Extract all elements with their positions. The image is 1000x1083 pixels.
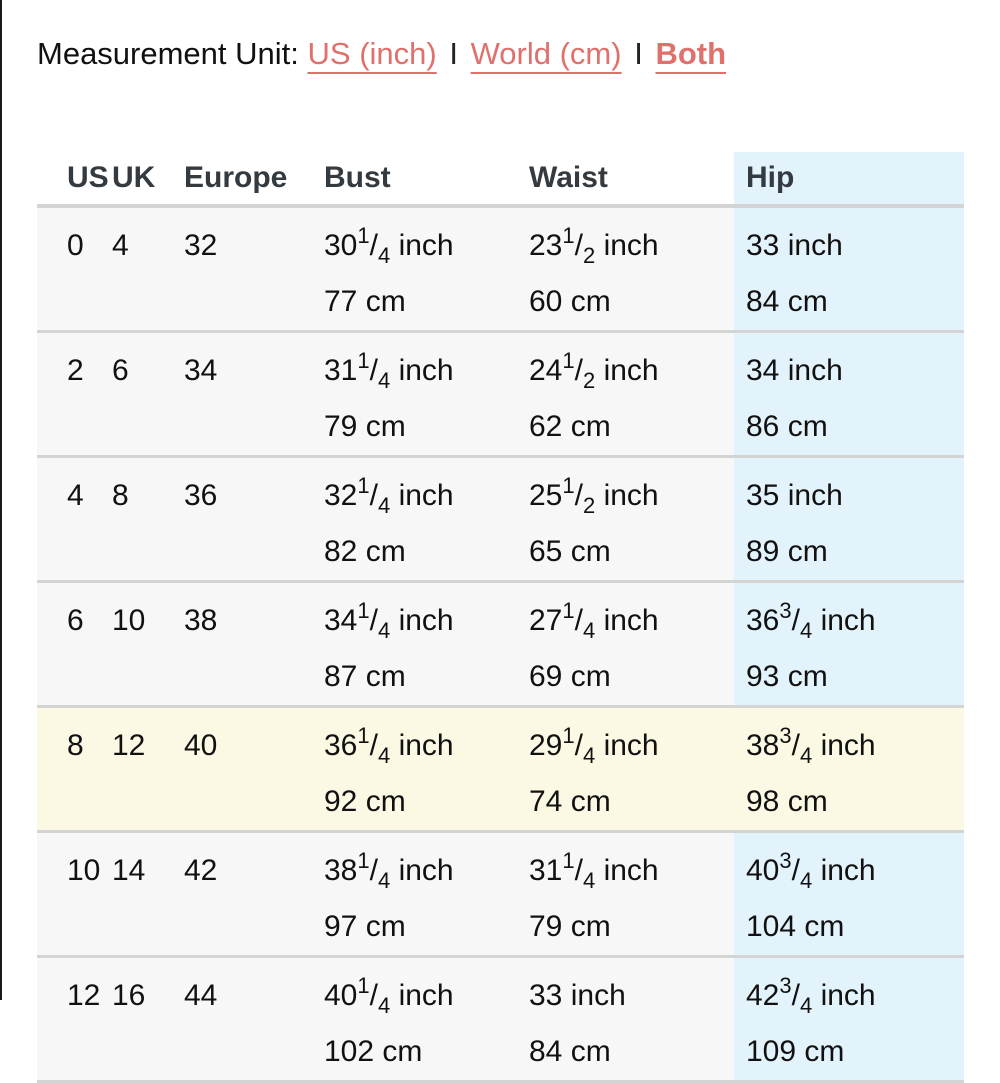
cell-waist-cm: 84 cm — [529, 1035, 611, 1068]
fraction-denominator: 4 — [377, 868, 391, 893]
fraction-denominator: 4 — [799, 868, 813, 893]
cell-us: 4 — [37, 457, 100, 582]
whole-value: 38 — [324, 854, 358, 887]
table-row — [37, 957, 964, 1082]
fraction-numerator: 1 — [357, 973, 370, 998]
cell-uk: 4 — [100, 206, 172, 332]
cell-waist — [529, 582, 734, 707]
cell-europe: 32 — [172, 206, 324, 332]
whole-value: 27 — [529, 604, 563, 637]
fraction-slash: / — [369, 229, 378, 262]
cell-waist — [529, 832, 734, 957]
cell-us: 6 — [37, 582, 100, 707]
fraction-numerator: 1 — [562, 223, 575, 248]
whole-value: 32 — [324, 479, 358, 512]
table-row — [37, 707, 964, 832]
fraction-slash: / — [574, 604, 583, 637]
whole-value: 40 — [324, 979, 358, 1012]
cell-bust-cm: 77 cm — [324, 285, 406, 318]
table-row — [37, 206, 964, 332]
inch-unit: inch — [398, 729, 454, 762]
whole-value: 34 — [324, 604, 358, 637]
cell-hip — [734, 832, 964, 957]
fraction-slash: / — [369, 979, 378, 1012]
cell-bust-inch — [324, 968, 529, 1024]
fraction-slash: / — [369, 604, 378, 637]
fraction-slash: / — [574, 854, 583, 887]
fraction-denominator: 4 — [377, 368, 391, 393]
inch-unit: inch — [787, 354, 843, 387]
cell-us: 2 — [37, 332, 100, 457]
whole-value: 36 — [746, 604, 780, 637]
fraction-slash: / — [791, 854, 800, 887]
whole-value: 34 — [746, 354, 780, 387]
fraction-numerator: 1 — [562, 473, 575, 498]
cell-hip-cm: 104 cm — [746, 910, 845, 943]
cell-us: 10 — [37, 832, 100, 957]
table-row — [37, 832, 964, 957]
whole-value: 31 — [324, 354, 358, 387]
whole-value: 35 — [746, 479, 780, 512]
cell-europe: 42 — [172, 832, 324, 957]
cell-hip-inch — [746, 343, 964, 399]
cell-bust-cm: 102 cm — [324, 1035, 423, 1068]
header-waist: Waist — [529, 152, 734, 206]
cell-hip-inch — [746, 593, 964, 649]
fraction-numerator: 1 — [562, 598, 575, 623]
cell-uk: 10 — [100, 582, 172, 707]
cell-bust-inch — [324, 468, 529, 524]
cell-waist-cm: 60 cm — [529, 285, 611, 318]
unit-separator: I — [449, 36, 458, 71]
fraction-denominator: 2 — [582, 243, 596, 268]
inch-unit: inch — [787, 479, 843, 512]
table-row — [37, 582, 964, 707]
cell-hip-cm: 84 cm — [746, 285, 828, 318]
inch-unit: inch — [820, 729, 876, 762]
inch-unit: inch — [398, 229, 454, 262]
fraction-numerator: 1 — [562, 348, 575, 373]
fraction-numerator: 3 — [779, 723, 792, 748]
fraction-denominator: 4 — [377, 243, 391, 268]
table-header-row — [37, 152, 964, 206]
cell-waist-inch — [529, 343, 734, 399]
whole-value: 33 — [529, 979, 563, 1012]
fraction-numerator: 1 — [357, 598, 370, 623]
cell-waist-inch — [529, 468, 734, 524]
cell-hip-cm: 98 cm — [746, 785, 828, 818]
fraction-denominator: 4 — [377, 618, 391, 643]
fraction-denominator: 4 — [799, 743, 813, 768]
inch-unit: inch — [820, 854, 876, 887]
cell-bust-inch — [324, 843, 529, 899]
cell-hip-cm: 89 cm — [746, 535, 828, 568]
cell-waist-inch — [529, 843, 734, 899]
whole-value: 33 — [746, 229, 780, 262]
inch-unit: inch — [398, 979, 454, 1012]
whole-value: 40 — [746, 854, 780, 887]
cell-uk: 6 — [100, 332, 172, 457]
cell-bust — [324, 832, 529, 957]
cell-bust-inch — [324, 343, 529, 399]
inch-unit: inch — [787, 229, 843, 262]
inch-unit: inch — [398, 479, 454, 512]
fraction-denominator: 4 — [377, 743, 391, 768]
fraction-denominator: 4 — [582, 868, 596, 893]
cell-hip-inch — [746, 968, 964, 1024]
cell-bust — [324, 582, 529, 707]
cell-us: 0 — [37, 206, 100, 332]
cell-waist — [529, 332, 734, 457]
cell-bust-inch — [324, 718, 529, 774]
cell-uk: 14 — [100, 832, 172, 957]
cell-bust-cm: 82 cm — [324, 535, 406, 568]
cell-europe: 34 — [172, 332, 324, 457]
fraction-denominator: 4 — [582, 743, 596, 768]
cell-hip-cm: 93 cm — [746, 660, 828, 693]
cell-hip-cm: 109 cm — [746, 1035, 845, 1068]
cell-waist-inch — [529, 718, 734, 774]
left-border — [0, 0, 2, 1000]
fraction-numerator: 1 — [357, 473, 370, 498]
cell-waist — [529, 206, 734, 332]
cell-bust-cm: 87 cm — [324, 660, 406, 693]
cell-waist-cm: 65 cm — [529, 535, 611, 568]
cell-bust — [324, 457, 529, 582]
whole-value: 23 — [529, 229, 563, 262]
cell-hip-cm: 86 cm — [746, 410, 828, 443]
cell-bust — [324, 332, 529, 457]
inch-unit: inch — [398, 854, 454, 887]
header-bust: Bust — [324, 152, 529, 206]
inch-unit: inch — [820, 979, 876, 1012]
whole-value: 31 — [529, 854, 563, 887]
cell-europe: 36 — [172, 457, 324, 582]
fraction-numerator: 1 — [357, 348, 370, 373]
fraction-denominator: 4 — [377, 993, 391, 1018]
cell-hip — [734, 206, 964, 332]
inch-unit: inch — [603, 729, 659, 762]
fraction-slash: / — [574, 479, 583, 512]
whole-value: 25 — [529, 479, 563, 512]
inch-unit: inch — [603, 854, 659, 887]
cell-uk: 16 — [100, 957, 172, 1082]
cell-uk: 12 — [100, 707, 172, 832]
cell-bust-cm: 97 cm — [324, 910, 406, 943]
inch-unit: inch — [603, 479, 659, 512]
cell-waist-inch — [529, 593, 734, 649]
cell-hip — [734, 457, 964, 582]
whole-value: 30 — [324, 229, 358, 262]
unit-separator: I — [634, 36, 643, 71]
measurement-unit-label: Measurement Unit: — [37, 36, 299, 71]
unit-option-us-inch[interactable]: US (inch) — [307, 36, 437, 71]
fraction-slash: / — [574, 229, 583, 262]
cell-hip-inch — [746, 843, 964, 899]
cell-waist-cm: 62 cm — [529, 410, 611, 443]
fraction-slash: / — [791, 604, 800, 637]
fraction-numerator: 3 — [779, 598, 792, 623]
whole-value: 42 — [746, 979, 780, 1012]
inch-unit: inch — [570, 979, 626, 1012]
cell-bust-inch — [324, 593, 529, 649]
header-europe: Europe — [172, 152, 324, 206]
cell-bust — [324, 707, 529, 832]
inch-unit: inch — [603, 604, 659, 637]
header-us: US — [37, 152, 100, 206]
table-row — [37, 457, 964, 582]
header-hip: Hip — [734, 152, 964, 206]
size-chart-table — [37, 152, 964, 1083]
cell-europe: 44 — [172, 957, 324, 1082]
inch-unit: inch — [398, 604, 454, 637]
fraction-slash: / — [369, 729, 378, 762]
cell-bust-cm: 92 cm — [324, 785, 406, 818]
whole-value: 36 — [324, 729, 358, 762]
fraction-numerator: 1 — [357, 223, 370, 248]
cell-waist-cm: 74 cm — [529, 785, 611, 818]
cell-europe: 38 — [172, 582, 324, 707]
cell-hip — [734, 957, 964, 1082]
fraction-denominator: 4 — [377, 493, 391, 518]
fraction-denominator: 4 — [582, 618, 596, 643]
cell-hip — [734, 582, 964, 707]
cell-uk: 8 — [100, 457, 172, 582]
cell-hip — [734, 707, 964, 832]
fraction-denominator: 2 — [582, 493, 596, 518]
cell-bust — [324, 206, 529, 332]
fraction-numerator: 3 — [779, 848, 792, 873]
cell-hip-inch — [746, 218, 964, 274]
fraction-denominator: 4 — [799, 618, 813, 643]
fraction-slash: / — [791, 979, 800, 1012]
inch-unit: inch — [603, 354, 659, 387]
fraction-numerator: 1 — [562, 723, 575, 748]
inch-unit: inch — [398, 354, 454, 387]
cell-bust-inch — [324, 218, 529, 274]
fraction-numerator: 1 — [357, 848, 370, 873]
fraction-slash: / — [369, 479, 378, 512]
cell-waist-inch — [529, 218, 734, 274]
header-uk: UK — [100, 152, 172, 206]
cell-waist — [529, 957, 734, 1082]
measurement-unit-selector — [37, 32, 726, 76]
table-row — [37, 332, 964, 457]
fraction-slash: / — [574, 729, 583, 762]
cell-us: 12 — [37, 957, 100, 1082]
fraction-numerator: 1 — [357, 723, 370, 748]
cell-waist-cm: 69 cm — [529, 660, 611, 693]
whole-value: 29 — [529, 729, 563, 762]
fraction-slash: / — [369, 854, 378, 887]
cell-hip-inch — [746, 468, 964, 524]
whole-value: 24 — [529, 354, 563, 387]
cell-waist — [529, 707, 734, 832]
fraction-slash: / — [369, 354, 378, 387]
fraction-numerator: 1 — [562, 848, 575, 873]
fraction-denominator: 4 — [799, 993, 813, 1018]
fraction-slash: / — [791, 729, 800, 762]
whole-value: 38 — [746, 729, 780, 762]
inch-unit: inch — [603, 229, 659, 262]
unit-option-both[interactable]: Both — [655, 36, 727, 71]
cell-hip — [734, 332, 964, 457]
cell-waist-cm: 79 cm — [529, 910, 611, 943]
cell-us: 8 — [37, 707, 100, 832]
unit-option-world-cm[interactable]: World (cm) — [470, 36, 622, 71]
cell-hip-inch — [746, 718, 964, 774]
fraction-numerator: 3 — [779, 973, 792, 998]
inch-unit: inch — [820, 604, 876, 637]
cell-europe: 40 — [172, 707, 324, 832]
cell-bust-cm: 79 cm — [324, 410, 406, 443]
cell-bust — [324, 957, 529, 1082]
cell-waist-inch — [529, 968, 734, 1024]
fraction-slash: / — [574, 354, 583, 387]
size-chart-body — [37, 206, 964, 1082]
fraction-denominator: 2 — [582, 368, 596, 393]
cell-waist — [529, 457, 734, 582]
